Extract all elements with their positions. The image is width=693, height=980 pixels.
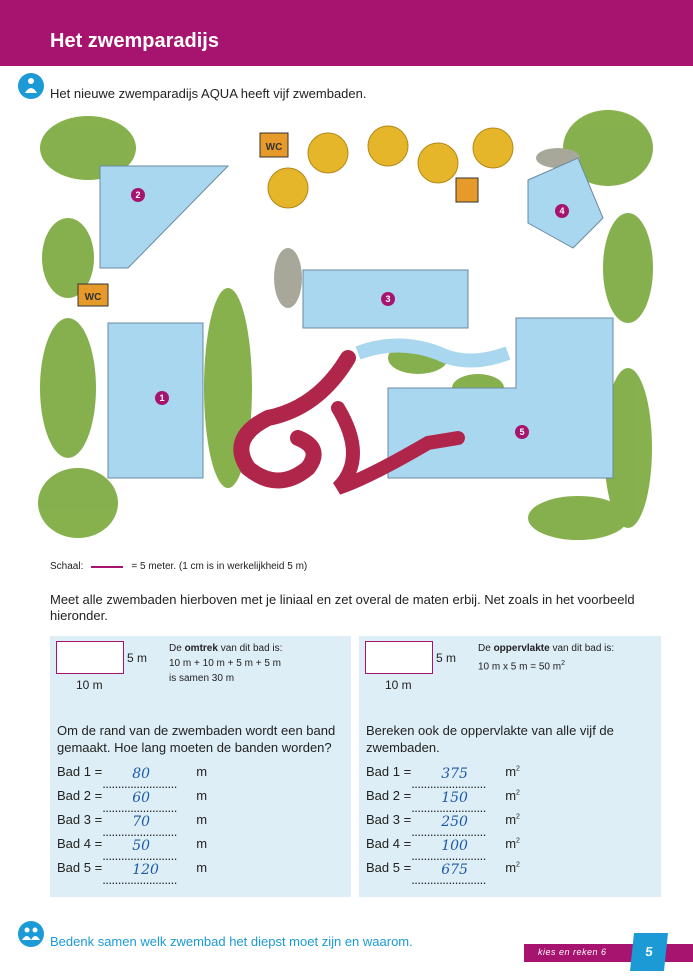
example-side-label: 5 m	[127, 651, 148, 665]
example-rectangle	[56, 641, 124, 674]
answer-row: Bad 3 = 250 $m^2$	[366, 812, 520, 830]
page-number: 5	[630, 933, 668, 971]
wc-label-top: WC	[265, 142, 283, 153]
handwritten-answer: 250	[441, 814, 468, 830]
page-header	[0, 0, 693, 66]
answer-row: Bad 5 = 120 m	[57, 860, 208, 878]
page-title: Het zwemparadijs	[50, 30, 219, 52]
example-explanation: De omtrek van dit bad is: 10 m + 10 m + 5 m + 5 m is samen 30 m	[169, 643, 283, 684]
answer-row: Bad 1 = 375 $m^2$	[366, 764, 520, 782]
answer-row: Bad 3 = 70 m	[57, 812, 208, 830]
book-title: kies en reken 6	[538, 947, 607, 957]
handwritten-answer: 120	[132, 862, 159, 878]
pool-5-number: 5	[519, 427, 525, 437]
perimeter-panel	[50, 636, 351, 897]
example-bottom-label: 10 m	[385, 678, 412, 692]
group-work-icon	[18, 921, 44, 947]
pool-2-number: 2	[135, 190, 141, 200]
instruction-text: Meet alle zwembaden hierboven met je liniaal en zet overal de maten erbij. Net zoals in het voorbeeld hieronder.	[50, 592, 635, 623]
discussion-prompt: Bedenk samen welk zwembad het diepst moet zijn en waarom.	[50, 934, 413, 949]
example-side-label: 5 m	[436, 651, 457, 665]
scale-label: Schaal:	[50, 561, 84, 572]
answer-row: Bad 4 = 50 m	[57, 836, 208, 854]
handwritten-answer: 100	[441, 838, 468, 854]
example-explanation: De oppervlakte van dit bad is: 10 m x 5 m = 50 $m^2$	[478, 643, 615, 673]
pool-1-number: 1	[159, 393, 165, 403]
handwritten-answer: 150	[441, 790, 468, 806]
answer-row: Bad 1 = 80 m	[57, 764, 208, 782]
answer-row: Bad 4 = 100 $m^2$	[366, 836, 520, 854]
book-title-bar	[524, 944, 693, 962]
handwritten-answer: 675	[441, 862, 468, 878]
handwritten-answer: 60	[132, 790, 151, 806]
answer-row: Bad 2 = 60 m	[57, 788, 208, 806]
handwritten-answer: 50	[132, 838, 151, 854]
area-panel	[359, 636, 661, 897]
scale-bar	[91, 566, 123, 568]
intro-text: Het nieuwe zwemparadijs AQUA heeft vijf zwembaden.	[50, 86, 367, 101]
handwritten-answer: 80	[132, 766, 151, 782]
scale-legend	[50, 561, 307, 572]
question-text: Om de rand van de zwembaden wordt een band gemaakt. Hoe lang moeten de banden worden?	[57, 723, 336, 755]
answer-row: Bad 5 = 675 $m^2$	[366, 860, 520, 878]
pool-3-number: 3	[385, 294, 391, 304]
handwritten-answer: 375	[441, 766, 468, 782]
answer-row: Bad 2 = 150 $m^2$	[366, 788, 520, 806]
handwritten-answer: 70	[132, 814, 151, 830]
pool-map	[38, 108, 658, 548]
example-rectangle	[365, 641, 433, 674]
scale-text: = 5 meter. (1 cm is in werkelijkheid 5 m)	[131, 561, 308, 572]
wc-label-left: WC	[84, 292, 102, 303]
example-bottom-label: 10 m	[76, 678, 103, 692]
question-text: Bereken ook de oppervlakte van alle vijf de zwembaden.	[366, 723, 614, 755]
individual-work-icon	[18, 73, 44, 99]
pool-4-number: 4	[559, 206, 565, 216]
